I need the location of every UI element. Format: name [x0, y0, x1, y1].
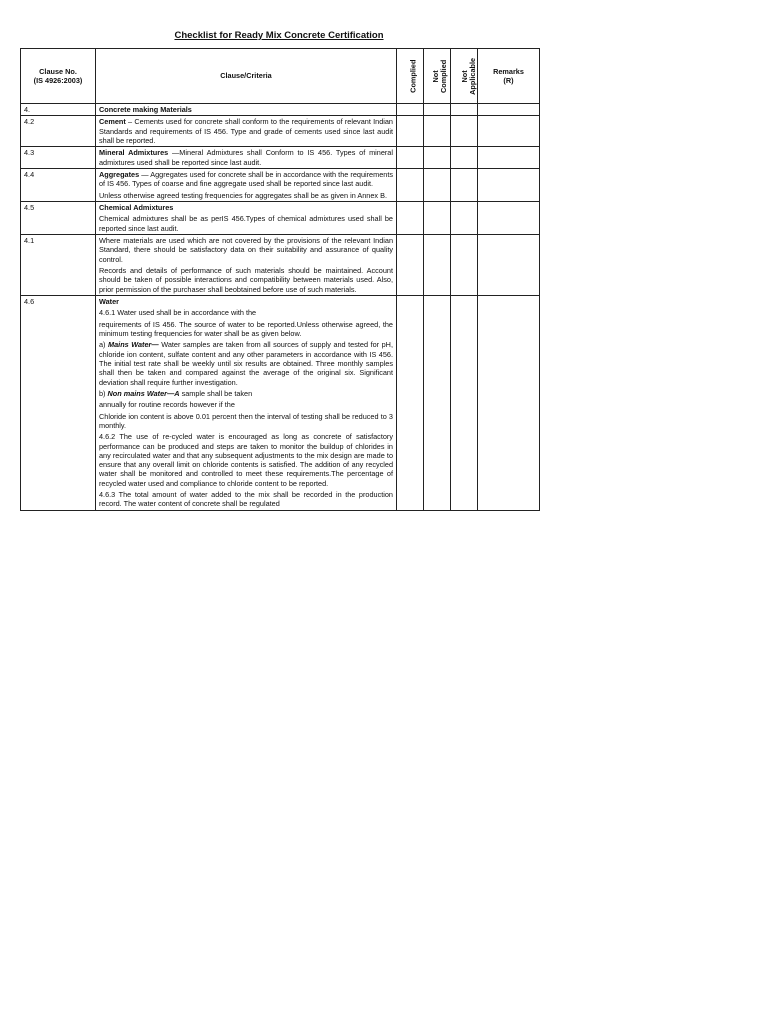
- not-applicable-cell[interactable]: [451, 116, 478, 147]
- criteria-paragraph: [99, 389, 393, 398]
- criteria-title: Aggregates: [99, 169, 140, 179]
- not-applicable-cell[interactable]: [451, 234, 478, 295]
- table-row: [21, 295, 540, 510]
- criteria-title: Mineral Admixtures: [99, 148, 169, 158]
- clause-no-header: [21, 49, 96, 104]
- criteria-paragraph: [99, 148, 393, 167]
- not-complied-cell[interactable]: [424, 295, 451, 510]
- clause-criteria: [96, 201, 397, 234]
- criteria-paragraph: 4.6.3 The total amount of water added to the mix shall be recorded in the production record. The water content of concrete shall be regulated: [99, 490, 393, 509]
- remarks-cell[interactable]: [478, 104, 540, 116]
- not-complied-cell[interactable]: [424, 116, 451, 147]
- remarks-cell[interactable]: [478, 168, 540, 201]
- not-complied-header: [424, 49, 451, 104]
- criteria-text: – Cements used for concrete shall conform to the requirements of relevant Indian Standards and requirements of IS 456. Type and grade of cements used since last audit shall be reported.: [99, 117, 393, 145]
- criteria-paragraph: Unless otherwise agreed testing frequencies for aggregates shall be as given in Annex B.: [99, 190, 387, 200]
- not-complied-cell[interactable]: [424, 168, 451, 201]
- remarks-header-line1: Remarks: [493, 66, 524, 76]
- not-applicable-header: [451, 49, 478, 104]
- complied-cell[interactable]: [397, 147, 424, 169]
- checklist-table: [20, 48, 540, 511]
- clause-criteria: [96, 295, 397, 510]
- clause-number: 4.5: [21, 201, 96, 234]
- not-complied-cell[interactable]: [424, 147, 451, 169]
- complied-cell[interactable]: [397, 168, 424, 201]
- criteria-paragraph: Records and details of performance of such materials should be maintained. Account should be taken of possible interactions and compatibility between materials used. Also, prior permission of the purchaser shall beobtained before use of such materials.: [99, 265, 393, 294]
- criteria-paragraph: Where materials are used which are not covered by the provisions of the relevant Indian Standard, there should be satisfactory data on their suitability and assurance of quality control.: [99, 235, 393, 264]
- not-applicable-cell[interactable]: [451, 295, 478, 510]
- criteria-paragraph: [99, 170, 393, 189]
- criteria-text: —Mineral Admixtures shall Conform to IS 456. Types of mineral admixtures used shall be reported since last audit.: [99, 148, 393, 167]
- remarks-cell[interactable]: [478, 234, 540, 295]
- criteria-title: Concrete making Materials: [99, 105, 192, 114]
- criteria-paragraph: 4.6.1 Water used shall be in accordance with the: [99, 308, 257, 318]
- clause-no-header-line2: (IS 4926:2003): [33, 76, 83, 85]
- clause-criteria: [96, 104, 397, 116]
- criteria-title: Chemical Admixtures: [99, 202, 174, 212]
- table-row: [21, 168, 540, 201]
- criteria-title: Water: [99, 296, 120, 306]
- remarks-header-line2: (R): [503, 76, 514, 85]
- not-applicable-cell[interactable]: [451, 201, 478, 234]
- clause-criteria: [96, 147, 397, 169]
- clause-number: 4.4: [21, 168, 96, 201]
- criteria-text: sample shall be taken: [179, 388, 253, 398]
- table-row: [21, 147, 540, 169]
- not-applicable-cell[interactable]: [451, 147, 478, 169]
- not-applicable-header-label: [461, 58, 478, 95]
- criteria-subtitle: Mains Water—: [108, 340, 159, 350]
- clause-number: 4.6: [21, 295, 96, 510]
- clause-number: 4.2: [21, 116, 96, 147]
- complied-cell[interactable]: [397, 234, 424, 295]
- criteria-paragraph: Chloride ion content is above 0.01 percent then the interval of testing shall be reduced to 3 monthly.: [99, 411, 393, 430]
- table-row: [21, 116, 540, 147]
- complied-header-label: Complied: [408, 59, 418, 94]
- complied-header: [397, 49, 424, 104]
- criteria-paragraph: annually for routine records however if the: [99, 400, 235, 410]
- not-applicable-cell[interactable]: [451, 104, 478, 116]
- clause-criteria: [96, 116, 397, 147]
- clause-no-header-line1: Clause No.: [39, 66, 77, 76]
- remarks-cell[interactable]: [478, 295, 540, 510]
- header-row: [21, 49, 540, 104]
- not-complied-line1: Not: [431, 69, 441, 83]
- criteria-paragraph: [99, 117, 393, 145]
- criteria-subtitle: Non mains Water—A: [107, 388, 180, 398]
- not-complied-line2: Complied: [439, 59, 449, 93]
- remarks-cell[interactable]: [478, 147, 540, 169]
- clause-criteria: [96, 168, 397, 201]
- criteria-paragraph: requirements of IS 456. The source of water to be reported.Unless otherwise agreed, the minimum testing frequencies for water shall be as given below.: [99, 319, 393, 338]
- clause-number: 4.: [21, 104, 96, 116]
- criteria-title: Cement: [99, 117, 126, 127]
- complied-cell[interactable]: [397, 295, 424, 510]
- clause-criteria: [96, 234, 397, 295]
- document-title: Checklist for Ready Mix Concrete Certification: [174, 30, 384, 41]
- not-complied-cell[interactable]: [424, 234, 451, 295]
- not-complied-cell[interactable]: [424, 104, 451, 116]
- clause-number: 4.3: [21, 147, 96, 169]
- not-applicable-line2: Applicable: [468, 57, 478, 95]
- remarks-cell[interactable]: [478, 201, 540, 234]
- clause-number: 4.1: [21, 234, 96, 295]
- table-row: [21, 201, 540, 234]
- criteria-paragraph: Chemical admixtures shall be as perIS 456.Types of chemical admixtures used shall be reported since last audit.: [99, 214, 393, 233]
- criteria-paragraph: 4.6.2 The use of re-cycled water is encouraged as long as concrete of satisfactory performance can be produced and steps are taken to monitor the buildup of chlorides in any recirculated water and that any subsequent adjustments to the mix design are made to ensure that any overall limit on chloride contents is satisfied. The addition of any recycled water shall be monitored and controlled to meet these requirements.The percentage of recycled water used and compliance to chloride content to be reported.: [99, 432, 393, 488]
- criteria-paragraph: [99, 340, 393, 387]
- not-complied-header-label: [432, 59, 449, 92]
- criteria-header: Clause/Criteria: [96, 49, 397, 104]
- complied-cell[interactable]: [397, 201, 424, 234]
- remarks-header: [478, 49, 540, 104]
- not-complied-cell[interactable]: [424, 201, 451, 234]
- complied-cell[interactable]: [397, 104, 424, 116]
- table-row: [21, 104, 540, 116]
- not-applicable-cell[interactable]: [451, 168, 478, 201]
- criteria-text: Water samples are taken from all sources of supply and tested for pH, chloride ion content, sulfate content and any other parameters in accordance with IS 456. The initial test rate shall be weekly until six results are obtained. Three monthly samples shall then be taken and compared against the average of the original six. Significant deviation shall require further investigation.: [99, 340, 393, 387]
- complied-cell[interactable]: [397, 116, 424, 147]
- remarks-cell[interactable]: [478, 116, 540, 147]
- criteria-prefix: b): [99, 388, 108, 398]
- table-row: [21, 234, 540, 295]
- criteria-prefix: a): [99, 340, 109, 350]
- criteria-text: — Aggregates used for concrete shall be in accordance with the requirements of IS 456. Types of coarse and fine aggregate used shall be reported since last audit.: [99, 169, 393, 189]
- not-applicable-line1: Not: [460, 69, 470, 83]
